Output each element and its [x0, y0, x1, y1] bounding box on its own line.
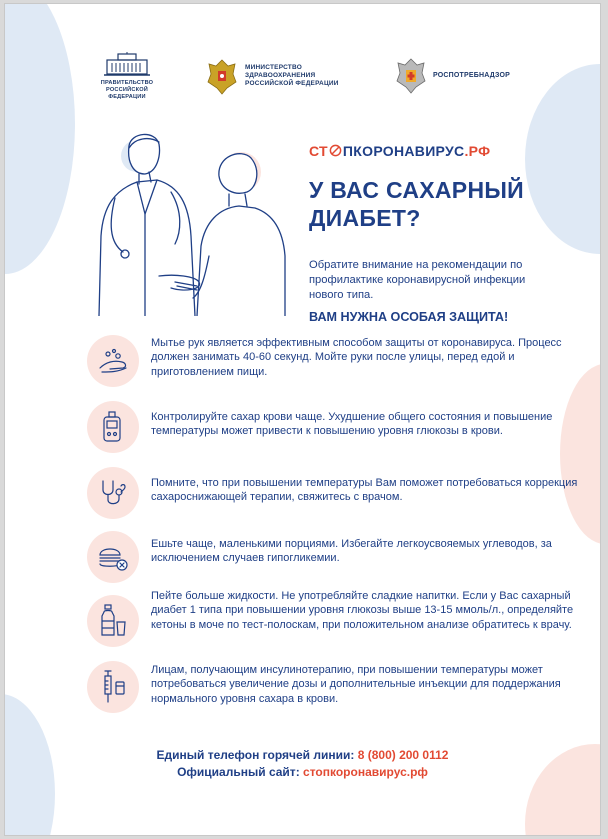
tip-text: Пейте больше жидкости. Не употребляйте сладкие напитки. Если у Вас сахарный диабет 1 типа при повышении уровня глюкозы выше 13-15 ммоль/л., определяйте кетоны в моче по тест-полоскам, при положительном анализе обратитесь к врачу.: [151, 590, 574, 631]
rpn-emblem-icon: [395, 56, 427, 96]
tip-text: Мытье рук является эффективным способом защиты от коронавируса. Процесс должен занимать 40-60 секунд. Мойте руки после улицы, перед едой и приготовлением пищи.: [151, 337, 562, 378]
tip-glucometer: [87, 401, 577, 461]
tip-text: Лицам, получающим инсулинотерапию, при повышении температуры может потребоваться увеличение дозы и дополнительные инъекции для поддержания нормального уровня сахара в крови.: [151, 664, 561, 705]
tip-burger: [87, 531, 577, 591]
doctor-patient-illustration: [79, 126, 289, 316]
tip-icon-circle: [87, 531, 139, 583]
minzdrav-logo: [205, 56, 339, 96]
minzdrav-logo-text: [245, 64, 339, 88]
brand-part-3: .РФ: [464, 143, 491, 159]
intro-text: Обратите внимание на рекомендации по профилактике коронавирусной инфекции нового типа.: [309, 259, 526, 301]
bottle-icon: [98, 604, 128, 638]
tip-icon-circle: [87, 661, 139, 713]
tip-hand-washing: [87, 335, 577, 395]
minzdrav-line-1: МИНИСТЕРСТВО: [245, 64, 302, 71]
page-title: У ВАС САХАРНЫЙ ДИАБЕТ?: [309, 177, 524, 231]
tip-icon-circle: [87, 595, 139, 647]
tip-text: Контролируйте сахар крови чаще. Ухудшение общего состояния и повышение температуры может привести к повышению уровня глюкозы в крови.: [151, 411, 553, 438]
tip-bottle: [87, 590, 577, 655]
burger-icon: [97, 543, 129, 571]
brand-logo: [309, 143, 490, 159]
footer-phone: [5, 748, 600, 762]
logos-row: [5, 52, 600, 112]
tip-icon-circle: [87, 467, 139, 519]
government-building-icon: [104, 52, 150, 78]
phone-label: Единый телефон горячей линии:: [156, 748, 355, 762]
poster-page: [4, 3, 601, 836]
syringe-icon: [98, 670, 128, 704]
gov-logo: [97, 52, 157, 101]
tip-icon-circle: [87, 401, 139, 453]
brand-part-1: СТ: [309, 143, 328, 159]
gov-logo-text: ПРАВИТЕЛЬСТВО РОССИЙСКОЙ ФЕДЕРАЦИИ: [100, 80, 154, 100]
hand-washing-icon: [96, 346, 130, 376]
rpn-logo-text: РОСПОТРЕБНАДЗОР: [433, 72, 511, 79]
stethoscope-icon: [97, 478, 129, 508]
phone-number[interactable]: 8 (800) 200 0112: [357, 748, 449, 762]
corner-shape-top-left: [4, 3, 75, 274]
eagle-emblem-icon: [205, 56, 239, 96]
tip-text: Ешьте чаще, маленькими порциями. Избегайте легкоусвояемых углеводов, за исключением случаев гипогликемии.: [151, 538, 552, 565]
footer-site: [5, 765, 600, 779]
virus-stop-icon: [329, 144, 342, 157]
glucometer-icon: [99, 411, 127, 443]
tip-syringe: [87, 661, 577, 721]
site-link[interactable]: стопкоронавирус.рф: [303, 765, 428, 779]
rpn-logo: [395, 56, 510, 96]
tip-stethoscope: [87, 467, 577, 527]
brand-part-2: ПКОРОНАВИРУС: [342, 143, 465, 159]
tip-text: Помните, что при повышении температуры Вам поможет потребоваться коррекция сахароснижающей терапии, свяжитесь с врачом.: [151, 477, 578, 504]
tagline: ВАМ НУЖНА ОСОБАЯ ЗАЩИТА!: [309, 310, 509, 324]
minzdrav-line-2: ЗДРАВООХРАНЕНИЯ: [245, 72, 316, 79]
minzdrav-line-3: РОССИЙСКОЙ ФЕДЕРАЦИИ: [245, 80, 339, 87]
tip-icon-circle: [87, 335, 139, 387]
site-label: Официальный сайт:: [177, 765, 300, 779]
